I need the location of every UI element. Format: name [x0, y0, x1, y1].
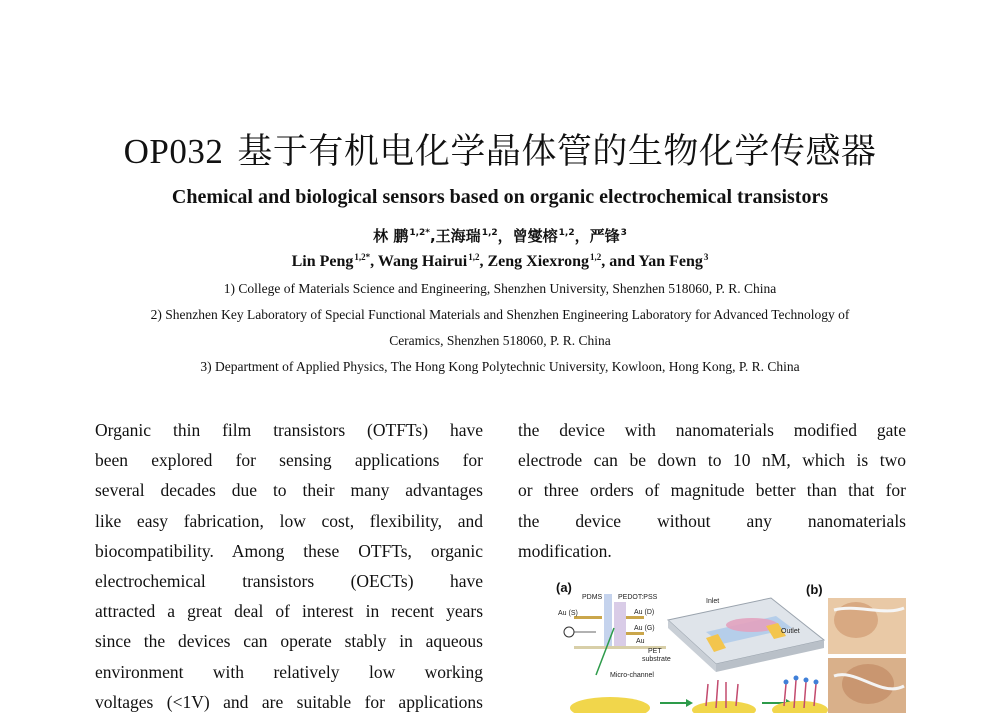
- body-line: voltages (<1V) and are suitable for applications: [95, 691, 483, 712]
- body-line: electrochemical transistors (OECTs) have: [95, 570, 483, 591]
- author-name: ，严锋: [574, 227, 620, 245]
- page-title: [0, 124, 1000, 174]
- figure-label-b: (b): [806, 582, 823, 597]
- body-line: or three orders of magnitude better than that for: [518, 480, 906, 501]
- affiliation-2: 2) Shenzhen Key Laboratory of Special Functional Materials and Shenzhen Engineering Laboratory for Advanced Technology of: [150, 307, 850, 322]
- author-superscript: 3: [620, 228, 627, 238]
- author-superscript: 1,2*: [409, 228, 430, 238]
- body-line: the device without any nanomaterials: [518, 510, 906, 531]
- body-line: Organic thin film transistors (OTFTs) have: [95, 420, 483, 440]
- body-line: several decades due to their many advantages: [95, 480, 483, 501]
- affiliation-1: 1) College of Materials Science and Engineering, Shenzhen University, Shenzhen 518060, P. R. China: [223, 281, 777, 296]
- label-inlet: Inlet: [706, 598, 720, 605]
- authors-english: [0, 252, 1000, 271]
- body-column-right: [518, 415, 906, 566]
- author-superscript: 1,2: [468, 252, 480, 262]
- label-substrate: substrate: [642, 656, 671, 663]
- label-outlet: Outlet: [781, 628, 800, 635]
- body-line: attracted a great deal of interest in recent years: [95, 601, 483, 622]
- author-superscript: 1,2: [558, 228, 575, 238]
- affiliation-2-cont: Ceramics, Shenzhen 518060, P. R. China: [389, 333, 611, 348]
- figure-label-a: (a): [556, 580, 572, 595]
- author-name: 林 鹏: [373, 227, 409, 245]
- author-superscript: 1,2: [589, 252, 602, 262]
- authors-chinese: [0, 225, 1000, 246]
- label-pet: PET: [648, 648, 662, 655]
- label-microchannel: Micro-channel: [610, 672, 654, 679]
- body-line: biocompatibility. Among these OTFTs, organic: [95, 540, 483, 561]
- affiliation-3: 3) Department of Applied Physics, The Hong Kong Polytechnic University, Kowloon, Hong Kong, P. R. China: [200, 359, 800, 374]
- author-superscript: 1,2: [481, 228, 498, 238]
- author-name: , Zeng Xiexrong: [479, 253, 589, 270]
- label-au-g: Au (G): [634, 625, 655, 632]
- author-name: , Wang Hairui: [370, 253, 468, 270]
- label-au-s: Au (S): [558, 610, 578, 617]
- label-pdms: PDMS: [582, 594, 603, 601]
- title-english: Chemical and biological sensors based on organic electrochemical transistors: [171, 186, 829, 208]
- label-pedot: PEDOT:PSS: [618, 594, 658, 601]
- title-chinese: 基于有机电化学晶体管的生物化学传感器: [237, 132, 877, 172]
- device-figure: [556, 580, 906, 713]
- figure-illustration: [556, 580, 906, 713]
- body-line: environment with relatively low working: [95, 661, 483, 682]
- paper-code: OP032: [123, 132, 224, 171]
- author-name: ,王海瑞: [429, 227, 481, 245]
- body-line: modification.: [518, 540, 612, 561]
- author-superscript: 3: [703, 252, 709, 262]
- body-line: since the devices can operate stably in aqueous: [95, 631, 483, 652]
- author-name: ，曾燮榕: [497, 227, 558, 245]
- body-column-left: [95, 415, 483, 717]
- body-line: electrode can be down to 10 nM, which is two: [518, 450, 906, 471]
- label-au-d: Au (D): [634, 609, 655, 616]
- body-line: been explored for sensing applications for: [95, 450, 483, 471]
- body-line: like easy fabrication, low cost, flexibility, and: [95, 510, 483, 531]
- body-line: the device with nanomaterials modified gate: [518, 420, 906, 440]
- author-superscript: 1,2*: [354, 252, 371, 262]
- author-name: , and Yan Feng: [601, 253, 703, 270]
- author-name: Lin Peng: [291, 253, 354, 270]
- label-au: Au: [636, 638, 645, 645]
